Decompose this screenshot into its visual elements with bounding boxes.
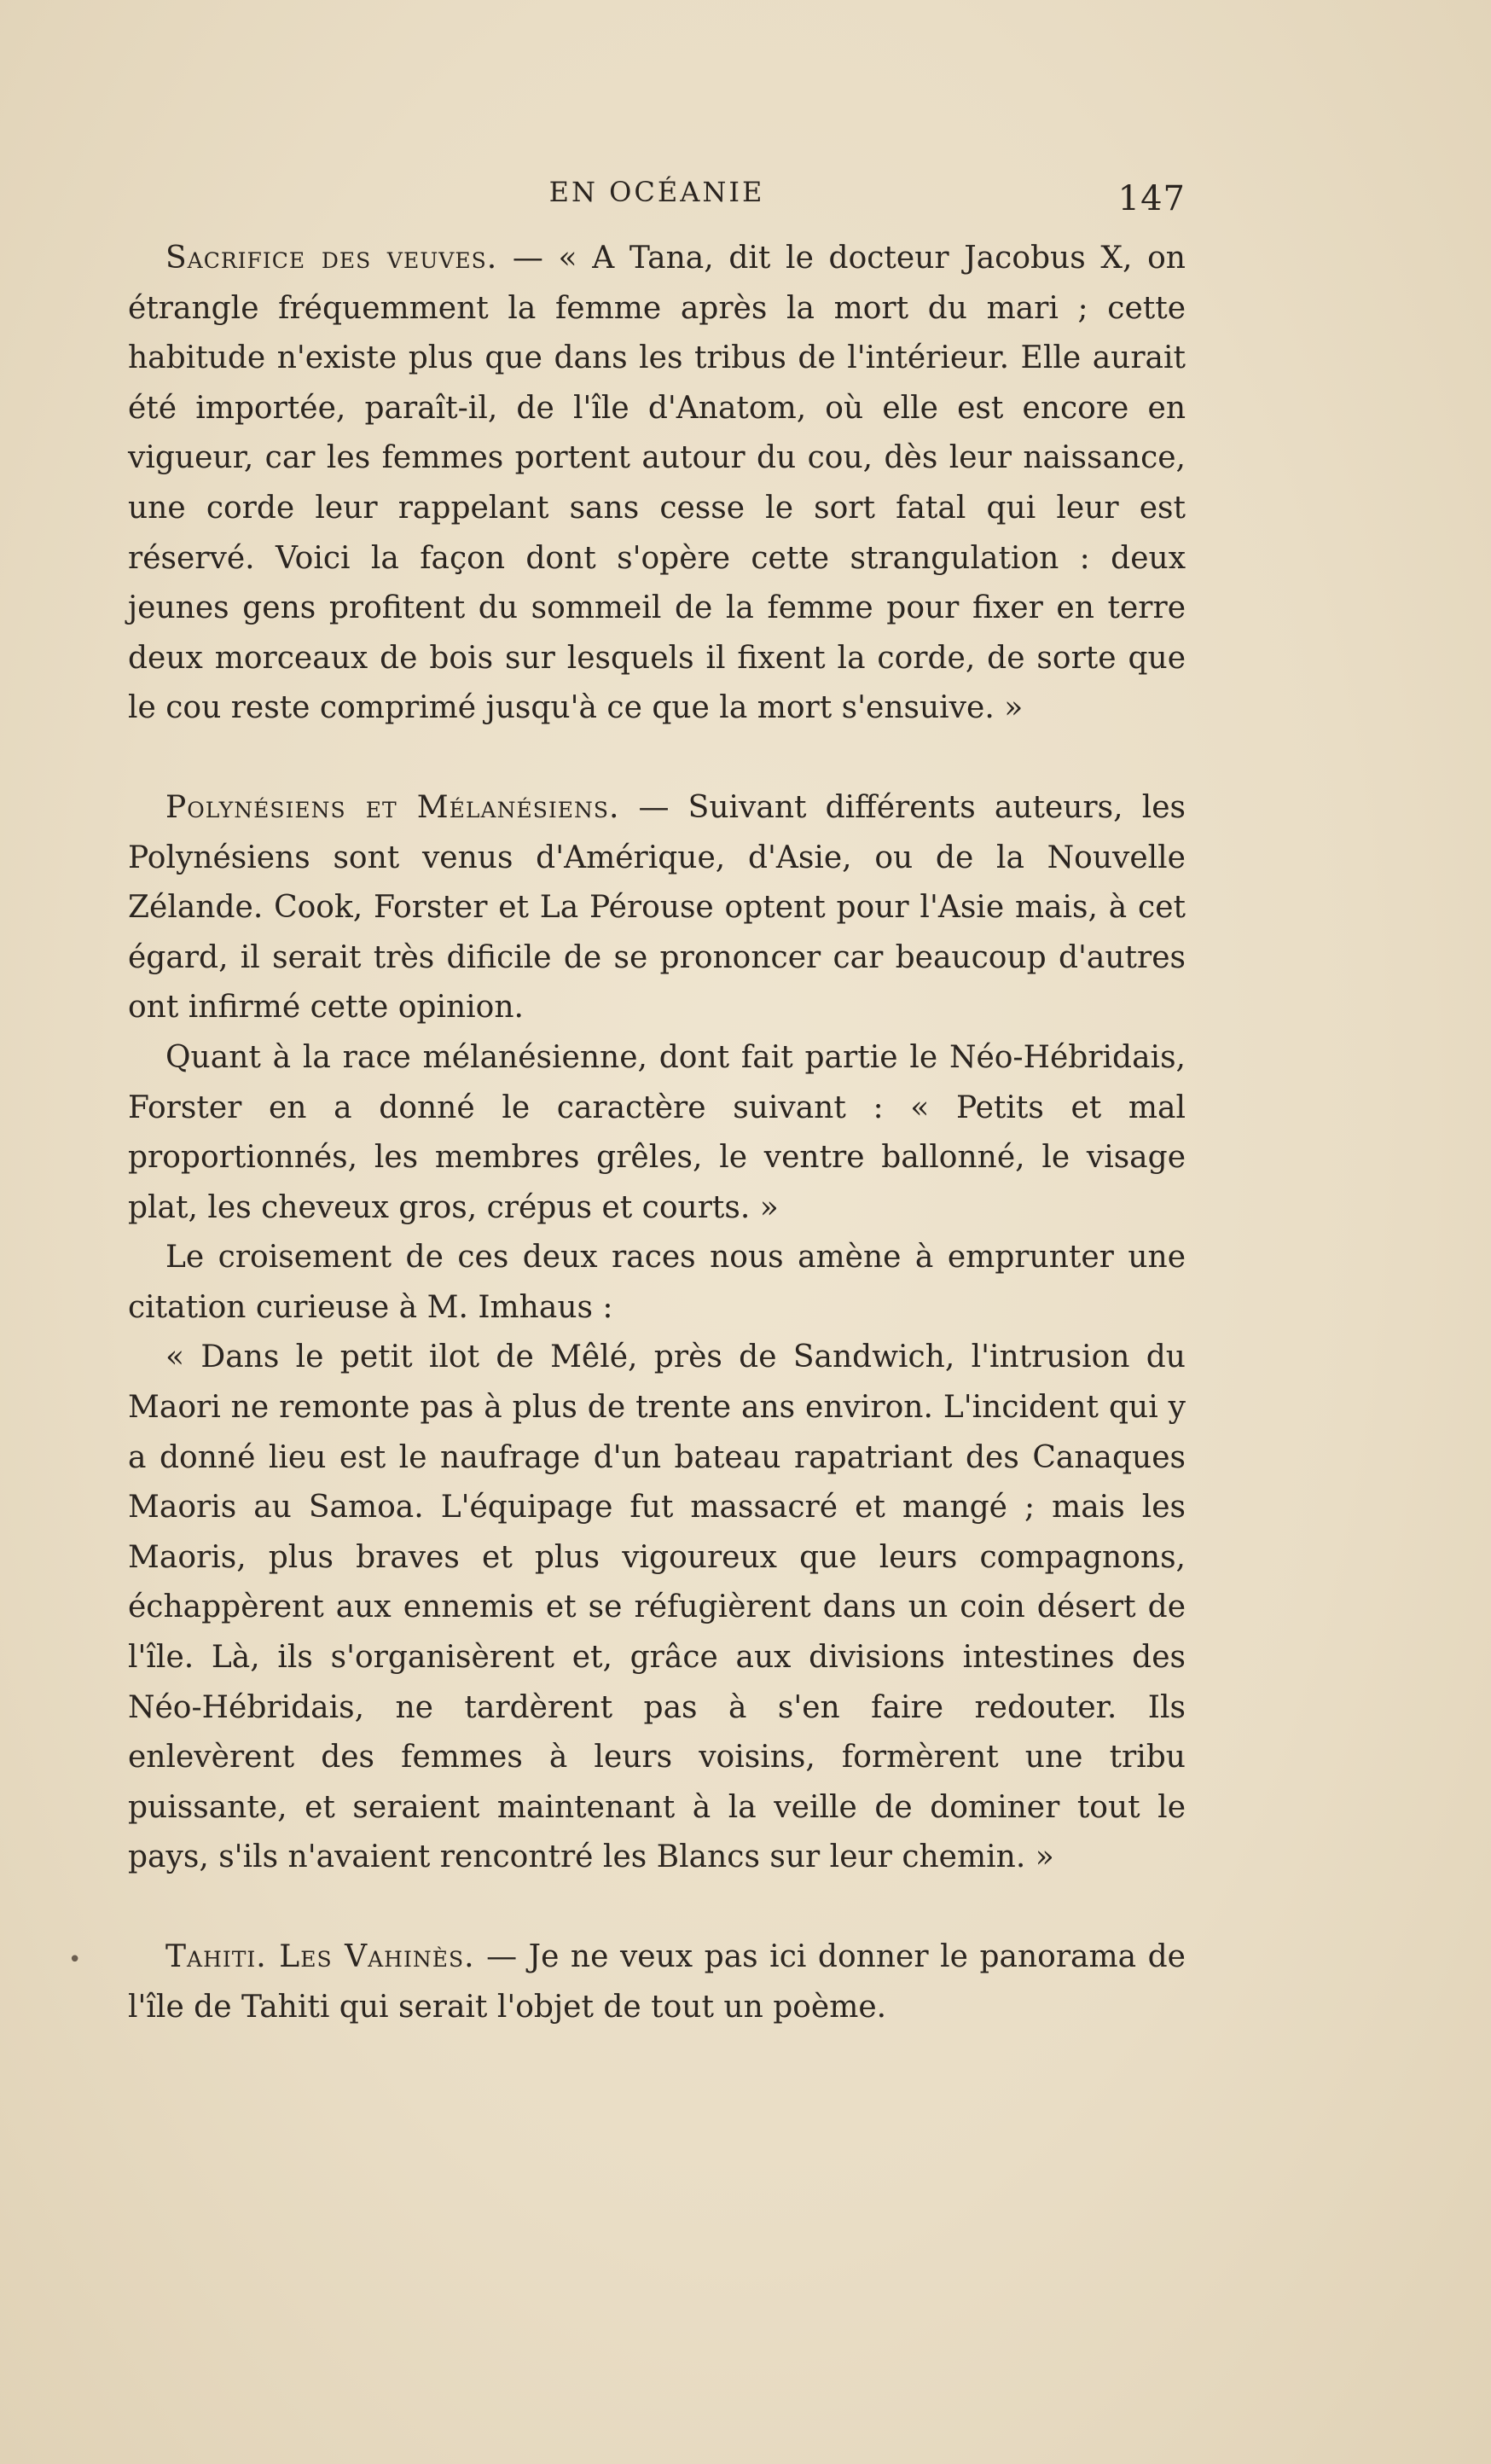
running-title: EN OCÉANIE	[548, 176, 765, 208]
paragraph-tahiti	[128, 1932, 1186, 2032]
section-heading-polynesiens: Polynésiens et Mélanésiens.	[165, 789, 620, 825]
paragraph-text: Le croisement de ces deux races nous amène à emprunter une citation curieuse à M. Imhaus :	[128, 1240, 1186, 1325]
paragraph-polynesiens	[128, 783, 1186, 1033]
paragraph-sacrifice-des-veuves	[128, 234, 1186, 734]
paragraph-text: — « A Tana, dit le docteur Jacobus X, on étrangle fréquemment la femme après la mort du mari ; cette habitude n'existe plus que dans les tribus de l'intérieur. Elle aurait été importée, paraît-il, de l'île d'Anatom, où elle est encore en vigueur, car les femmes portent autour du cou, dès leur naissance, une corde leur rappelant sans cesse le sort fatal qui leur est réservé. Voici la façon dont s'opère cette strangulation : deux jeunes gens profitent du sommeil de la femme pour fixer en terre deux morceaux de bois sur lesquels il fixent la corde, de sorte que le cou reste comprimé jusqu'à ce que la mort s'ensuive. »	[128, 241, 1186, 726]
paragraph-text: — Je ne veux pas ici donner le panorama de l'île de Tahiti qui serait l'objet de tout un poème.	[128, 1939, 1186, 2025]
paragraph-race-melanesienne	[128, 1033, 1186, 1233]
paragraph-text: « Dans le petit ilot de Mêlé, près de Sandwich, l'intrusion du Maori ne remonte pas à plus de trente ans environ. L'incident qui y a donné lieu est le naufrage d'un bateau rapatriant des Canaques Maoris au Samoa. L'équipage fut massacré et mangé ; mais les Maoris, plus braves et plus vigoureux que leurs compagnons, échappèrent aux ennemis et se réfugièrent dans un coin désert de l'île. Là, ils s'organisèrent et, grâce aux divisions intestines des Néo-Hébridais, ne tardèrent pas à s'en faire redouter. Ils enlevèrent des femmes à leurs voisins, formèrent une tribu puissante, et seraient maintenant à la veille de dominer tout le pays, s'ils n'avaient rencontré les Blancs sur leur chemin. »	[128, 1340, 1186, 1875]
paragraph-citation-imhaus	[128, 1333, 1186, 1883]
body-text	[128, 234, 1186, 2032]
section-heading-tahiti: Tahiti. Les Vahinès.	[165, 1939, 475, 1974]
running-header	[128, 176, 1186, 218]
paragraph-croisement	[128, 1233, 1186, 1333]
section-heading-sacrifice: Sacrifice des veuves.	[165, 241, 498, 276]
page-number: 147	[1117, 179, 1186, 218]
paragraph-text: — Suivant différents auteurs, les Polynésiens sont venus d'Amérique, d'Asie, ou de la Nouvelle Zélande. Cook, Forster et La Pérouse optent pour l'Asie mais, à cet égard, il serait très dificile de se prononcer car beaucoup d'autres ont infirmé cette opinion.	[128, 789, 1186, 1026]
paragraph-text: Quant à la race mélanésienne, dont fait partie le Néo-Hébridais, Forster en a donné le caractère suivant : « Petits et mal proportionnés, les membres grêles, le ventre ballonné, le visage plat, les cheveux gros, crépus et courts. »	[128, 1039, 1186, 1225]
margin-dot-mark: •	[68, 1947, 82, 1973]
